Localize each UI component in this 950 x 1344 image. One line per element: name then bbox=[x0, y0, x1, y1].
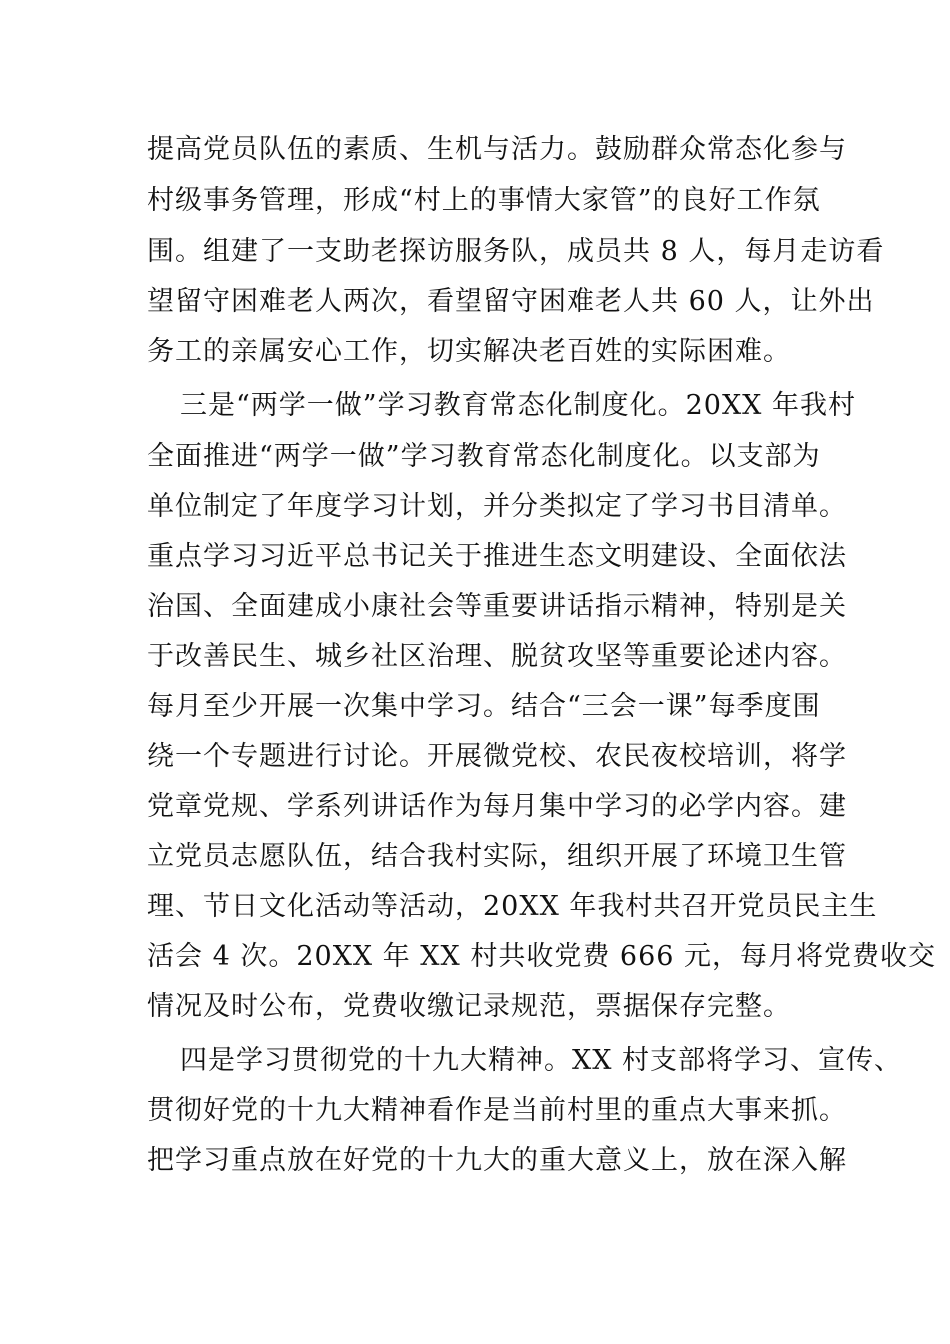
text-line: 于改善民生、城乡社区治理、脱贫攻坚等重要论述内容。 bbox=[147, 641, 847, 672]
text-line: 全面推进“两学一做”学习教育常态化制度化。以支部为 bbox=[147, 441, 821, 472]
text-line: 单位制定了年度学习计划，并分类拟定了学习书目清单。 bbox=[147, 491, 847, 522]
text-line: 治国、全面建成小康社会等重要讲话指示精神，特别是关 bbox=[147, 591, 847, 622]
text-line: 每月至少开展一次集中学习。结合“三会一课”每季度围 bbox=[147, 691, 821, 722]
text-line: 情况及时公布，党费收缴记录规范，票据保存完整。 bbox=[147, 991, 791, 1022]
text-line: 党章党规、学系列讲话作为每月集中学习的必学内容。建 bbox=[147, 791, 847, 822]
text-line: 贯彻好党的十九大精神看作是当前村里的重点大事来抓。 bbox=[147, 1095, 847, 1126]
text-line: 围。组建了一支助老探访服务队，成员共 8 人，每月走访看 bbox=[147, 236, 885, 267]
text-line: 把学习重点放在好党的十九大的重大意义上，放在深入解 bbox=[147, 1145, 847, 1176]
paragraph-3-first-line: 三是“两学一做”学习教育常态化制度化。20XX 年我村 bbox=[180, 390, 856, 421]
text-line: 重点学习习近平总书记关于推进生态文明建设、全面依法 bbox=[147, 541, 847, 572]
text-line: 绕一个专题进行讨论。开展微党校、农民夜校培训，将学 bbox=[147, 741, 847, 772]
text-line: 务工的亲属安心工作，切实解决老百姓的实际困难。 bbox=[147, 336, 791, 367]
paragraph-4-first-line: 四是学习贯彻党的十九大精神。XX 村支部将学习、宣传、 bbox=[180, 1045, 903, 1076]
text-line: 活会 4 次。20XX 年 XX 村共收党费 666 元，每月将党费收交 bbox=[147, 941, 937, 972]
text-line: 理、节日文化活动等活动，20XX 年我村共召开党员民主生 bbox=[147, 891, 878, 922]
text-line: 提高党员队伍的素质、生机与活力。鼓励群众常态化参与 bbox=[147, 134, 847, 165]
text-line: 村级事务管理，形成“村上的事情大家管”的良好工作氛 bbox=[147, 185, 821, 216]
text-line: 立党员志愿队伍，结合我村实际，组织开展了环境卫生管 bbox=[147, 841, 847, 872]
text-line: 望留守困难老人两次，看望留守困难老人共 60 人，让外出 bbox=[147, 286, 875, 317]
